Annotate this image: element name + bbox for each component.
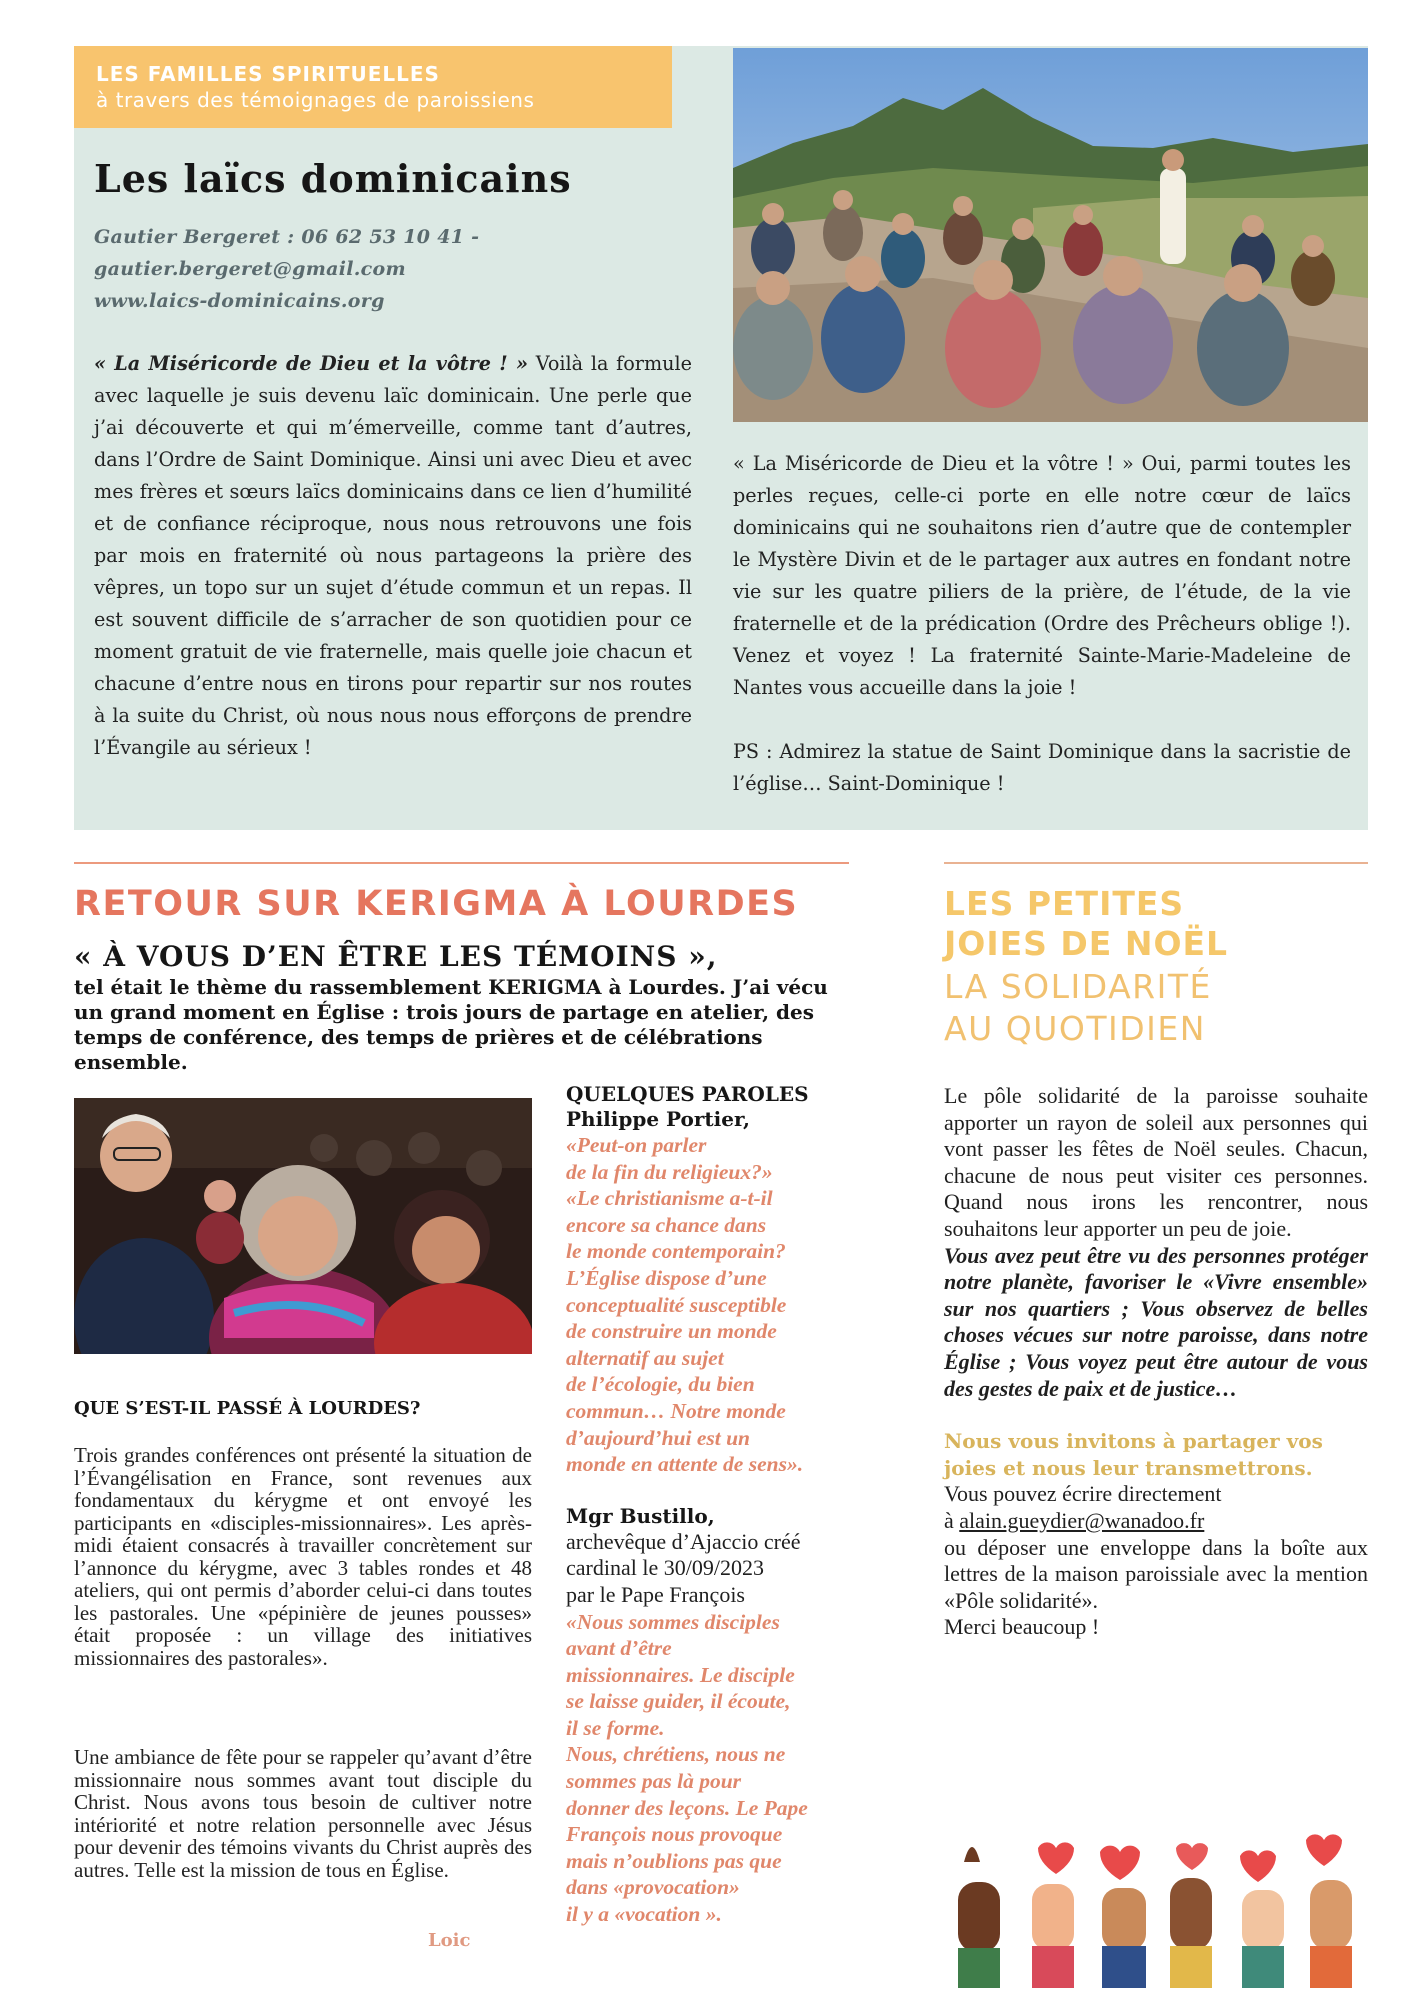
kerigma-title: RETOUR SUR KERIGMA À LOURDES — [74, 884, 799, 924]
lourdes-paragraph-2: Une ambiance de fête pour se rappeler qu’avant d’être missionnaire nous sommes avant tout disciple du Christ. Nous avons tous besoin de cultiver notre intériorité et notre relation personnelle avec Jésus pour devenir des témoins vivants du Christ auprès des autres. Telle est la mission de tous en Église. — [74, 1745, 532, 1882]
joies-subtitle-line: LA SOLIDARITÉ — [944, 967, 1212, 1006]
deposit-instructions: ou déposer une enveloppe dans la boîte aux lettres de la maison paroissiale avec la mention «Pôle solidarité». — [944, 1534, 1368, 1613]
quote-line: Nous, chrétiens, nous ne — [566, 1742, 786, 1767]
quote-line: commun… Notre monde — [566, 1398, 786, 1423]
quote-line: le monde contemporain? — [566, 1239, 786, 1264]
quote-line: sommes pas là pour — [566, 1769, 742, 1794]
bustillo-quote — [566, 1609, 872, 1928]
quote-line: de la fin du religieux?» — [566, 1159, 773, 1184]
quote-line: de construire un monde — [566, 1319, 777, 1344]
kerigma-intro: tel était le thème du rassemblement KERIGMA à Lourdes. J’ai vécu un grand moment en Église : trois jours de partage en atelier, des temps de conférence, des temps de prières et de célébrations ensemble. — [74, 975, 828, 1074]
speaker-portier: Philippe Portier, — [566, 1107, 751, 1131]
quote-line: mais n’oublions pas que — [566, 1848, 782, 1873]
laics-text-column-1 — [94, 348, 692, 764]
quote-line: monde en attente de sens». — [566, 1452, 804, 1477]
quote-line: avant d’être — [566, 1636, 672, 1661]
email-line — [944, 1508, 1368, 1535]
email-link[interactable]: alain.gueydier@wanadoo.fr — [959, 1507, 1205, 1533]
quote-line: d’aujourd’hui est un — [566, 1425, 751, 1450]
quote-line: dans «provocation» — [566, 1875, 740, 1900]
joies-title-line: LES PETITES — [944, 884, 1185, 923]
quote-line: donner des leçons. Le Pape — [566, 1795, 808, 1820]
column-2-paragraph: « La Miséricorde de Dieu et la vôtre ! » Oui, parmi toutes les perles reçues, celle-ci porte en elle notre cœur de laïcs dominicains qui ne souhaitons rien d’autre que de contempler le Mystère Divin et de le partager aux autres en fondant notre vie sur les quatre piliers de la prière, de l’étude, de la vie fraternelle et de la prédication (Ordre des Prêcheurs oblige !). Venez et voyez ! La fraternité Sainte-Marie-Madeleine de Nantes vous accueille dans la joie ! — [733, 452, 1351, 699]
quote-line: «Peut-on parler — [566, 1133, 707, 1157]
speaker-role-line: archevêque d’Ajaccio créé — [566, 1528, 801, 1554]
contact-phone: Gautier Bergeret : 06 62 53 10 41 - — [94, 226, 480, 248]
laics-text-column-2 — [733, 448, 1351, 800]
joies-title-line: JOIES DE NOËL — [944, 924, 1229, 963]
joies-paragraph-1: Le pôle solidarité de la paroisse souhaite apporter un rayon de soleil aux personnes qui vont passer les fêtes de Noël seules. Chacun, chacune de nous peut visiter ces personnes. Quand nous irons les rencontrer, nous souhaitons leur apporter un peu de joie. — [944, 1083, 1368, 1241]
quote-line: encore sa chance dans — [566, 1212, 767, 1237]
section-banner — [74, 46, 672, 128]
hands-holding-hearts-illustration — [950, 1822, 1368, 1988]
contact-website[interactable]: www.laics-dominicains.org — [94, 290, 385, 312]
banner-subtitle: à travers des témoignages de paroissiens — [96, 88, 535, 112]
banner-kicker: LES FAMILLES SPIRITUELLES — [96, 62, 440, 86]
quote-line: alternatif au sujet — [566, 1345, 724, 1370]
kerigma-separator — [74, 862, 849, 864]
quote-line: L’Église dispose d’une — [566, 1265, 767, 1290]
joies-subtitle — [944, 966, 1212, 1050]
paroles-heading: QUELQUES PAROLES — [566, 1082, 809, 1106]
quote-line: conceptualité susceptible — [566, 1292, 787, 1317]
write-directly-line: Vous pouvez écrire directement — [944, 1481, 1222, 1507]
thanks-line: Merci beaucoup ! — [944, 1614, 1100, 1640]
quote-line: François nous provoque — [566, 1822, 783, 1847]
quote-line: missionnaires. Le disciple — [566, 1662, 795, 1687]
joies-subtitle-line: AU QUOTIDIEN — [944, 1009, 1206, 1048]
lourdes-question-heading: QUE S’EST-IL PASSÉ À LOURDES? — [74, 1398, 421, 1419]
column-1-body: Voilà la formule avec laquelle je suis devenu laïc dominicain. Une perle que j’ai découverte et qui m’émerveille, comme tant d’autres, dans l’Ordre de Saint Dominique. Ainsi uni avec Dieu et avec mes frères et sœurs laïcs dominicains dans ce lien d’humilité et de confiance réciproque, nous nous retrouvons une fois par mois en fraternité où nous partageons la prière des vêpres, un topo sur un sujet d’étude commun et un repas. Il est souvent difficile de s’arracher de son quotidien pour ce moment gratuit de vie fraternelle, mais quelle joie chacun et chacune d’entre nous en tirons pour repartir sur nos routes à la suite du Christ, où nous nous nous efforçons de prendre l’Évangile au sérieux ! — [94, 352, 692, 759]
opening-quote: « La Miséricorde de Dieu et la vôtre ! » — [94, 352, 528, 375]
quote-line: se laisse guider, il écoute, — [566, 1689, 791, 1714]
quote-line: «Nous sommes disciples — [566, 1609, 780, 1634]
mountain-gathering-photo — [733, 48, 1368, 422]
portier-quote — [566, 1132, 872, 1478]
joies-separator — [944, 862, 1368, 864]
joies-title — [944, 884, 1228, 964]
article-title: Les laïcs dominicains — [94, 156, 572, 201]
kerigma-theme: « À VOUS D’EN ÊTRE LES TÉMOINS », — [74, 940, 718, 973]
lourdes-paragraph-1: Trois grandes conférences ont présenté la situation de l’Évangélisation en France, sont revenues aux fondamentaux du kérygme et ont envoyé les participants en «disciples-missionnaires». Les après-midi étaient consacrés à travailler concrètement sur l’annonce du kérygme, avec 3 tables rondes et 48 ateliers, qui ont permis d’aborder celui-ci dans toutes les pastorales. Une «pépinière de jeunes pousses» était proposée : un village des initiatives missionnaires des pastorales». — [74, 1443, 532, 1670]
lourdes-crowd-photo — [74, 1098, 532, 1354]
speaker-role-line: par le Pape François — [566, 1581, 745, 1607]
quote-line: «Le christianisme a-t-il — [566, 1186, 773, 1211]
joies-invitation: Nous vous invitons à partager vos joies et nous leur transmettrons. — [944, 1429, 1323, 1480]
quote-line: il y a «vocation ». — [566, 1902, 722, 1927]
email-prefix: à — [944, 1507, 960, 1533]
quelques-paroles-column — [566, 1082, 872, 1928]
postscript: PS : Admirez la statue de Saint Dominique dans la sacristie de l’église… Saint-Dominique ! — [733, 740, 1351, 795]
author-signature: Loic — [428, 1930, 471, 1951]
quote-line: il se forme. — [566, 1715, 665, 1740]
contact-email[interactable]: gautier.bergeret@gmail.com — [94, 258, 406, 280]
joies-paragraph-2: Vous avez peut être vu des personnes protéger notre planète, favoriser le «Vivre ensemble» sur nos quartiers ; Vous observez de belles choses vécues sur notre paroisse, dans notre Église ; Vous voyez peut être autour de vous des gestes de paix et de justice… — [944, 1242, 1368, 1401]
speaker-role-line: cardinal le 30/09/2023 — [566, 1555, 764, 1581]
quote-line: de l’écologie, du bien — [566, 1372, 755, 1397]
speaker-bustillo: Mgr Bustillo, — [566, 1503, 715, 1528]
joies-text-column — [944, 1083, 1368, 1641]
